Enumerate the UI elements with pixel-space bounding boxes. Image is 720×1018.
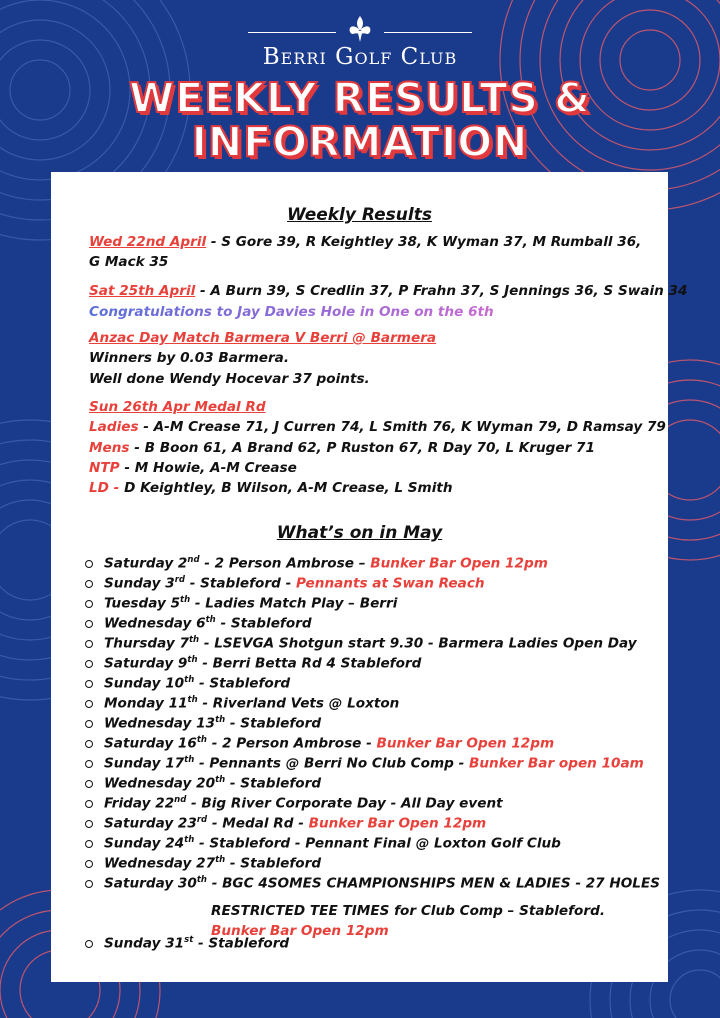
event-day-suffix: th: [196, 875, 207, 885]
bullet-icon: [85, 660, 93, 668]
event-description: - 2 Person Ambrose –: [199, 555, 371, 572]
event-day: Wednesday 6: [104, 615, 206, 632]
may-event: [104, 815, 486, 832]
event-day: Sunday 10: [104, 675, 185, 692]
event-day-suffix: th: [184, 835, 195, 845]
event-day: Monday 11: [104, 695, 188, 712]
weekly-results-heading: Weekly Results: [287, 205, 432, 225]
event-day: Saturday 2: [104, 555, 188, 572]
sun-heading: Sun 26th Apr Medal Rd: [89, 399, 266, 415]
may-event: [104, 715, 321, 732]
mens-scores: - B Boon 61, A Brand 62, P Ruston 67, R Day 70, L Kruger 71: [129, 440, 595, 456]
event-highlight: Bunker Bar Open 12pm: [308, 815, 487, 832]
may-event: [104, 595, 397, 612]
logo-divider-left: [248, 32, 336, 33]
wed-scores: - S Gore 39, R Keightley 38, K Wyman 37, M Rumball 36,: [206, 234, 642, 250]
bullet-icon: [85, 800, 93, 808]
event-highlight: Bunker Bar open 10am: [468, 755, 644, 772]
event-day: Sunday 24: [104, 835, 185, 852]
fleur-de-lis-icon: [344, 14, 376, 44]
content-card: [51, 172, 688, 982]
event-description: - Stableford: [225, 775, 322, 792]
event-day-suffix: rd: [174, 575, 185, 585]
event-day: Saturday 23: [104, 815, 197, 832]
title-line-2: INFORMATION: [191, 118, 529, 166]
event-day-suffix: th: [215, 855, 226, 865]
sat-scores: - A Burn 39, S Credlin 37, P Frahn 37, S Jennings 36, S Swain 34: [195, 283, 688, 299]
event-description: - Stableford: [194, 675, 291, 692]
sat-result: [89, 283, 687, 299]
event-day: Thursday 7: [104, 635, 189, 652]
ntp-names: - M Howie, A-M Crease: [119, 460, 297, 476]
event-description: - Pennants @ Berri No Club Comp -: [194, 755, 469, 772]
may-heading: What’s on in May: [276, 523, 443, 543]
bullet-icon: [85, 940, 93, 948]
bullet-icon: [85, 560, 93, 568]
event-day-suffix: th: [184, 755, 195, 765]
ladies-label: Ladies: [89, 419, 139, 435]
event-description: - Stableford: [215, 615, 312, 632]
event-description: - Stableford - Pennant Final @ Loxton Golf Club: [194, 835, 561, 852]
may-event: [104, 835, 561, 852]
event-day: Sunday 31: [104, 935, 185, 952]
event-description: - Stableford: [225, 715, 322, 732]
header: [0, 0, 720, 170]
ladies-scores: - A-M Crease 71, J Curren 74, L Smith 76, K Wyman 79, D Ramsay 79: [138, 419, 666, 435]
sat30-continued-2: Bunker Bar Open 12pm: [211, 923, 389, 939]
event-description: - BGC 4SOMES CHAMPIONSHIPS MEN & LADIES - 27 HOLES: [206, 875, 661, 892]
event-description: - Riverland Vets @ Loxton: [197, 695, 400, 712]
bullet-icon: [85, 880, 93, 888]
wed-result: [89, 234, 641, 250]
anzac-line-2: Well done Wendy Hocevar 37 points.: [89, 371, 370, 387]
bullet-icon: [85, 860, 93, 868]
event-day: Sunday 17: [104, 755, 185, 772]
event-day: Saturday 16: [104, 735, 197, 752]
may-event: [104, 695, 399, 712]
ntp-label: NTP: [89, 460, 120, 476]
bullet-icon: [85, 620, 93, 628]
event-day: Wednesday 13: [104, 715, 216, 732]
event-description: - LSEVGA Shotgun start 9.30 - Barmera Ladies Open Day: [199, 635, 637, 652]
may-event: [104, 795, 503, 812]
event-description: - Medal Rd -: [207, 815, 309, 832]
sat30-continued-1: RESTRICTED TEE TIMES for Club Comp – Stableford.: [211, 903, 605, 919]
title-line-1: WEEKLY RESULTS &: [129, 74, 591, 122]
may-event: [104, 675, 290, 692]
event-day-suffix: th: [187, 655, 198, 665]
may-event: [104, 755, 644, 772]
wed-date: Wed 22nd April: [89, 234, 207, 250]
event-day-suffix: th: [215, 715, 226, 725]
event-description: - Stableford: [193, 935, 290, 952]
wed-result-cont: G Mack 35: [89, 254, 169, 270]
mens-label: Mens: [89, 440, 130, 456]
event-day: Wednesday 27: [104, 855, 216, 872]
logo-divider-right: [384, 32, 472, 33]
ntp-result: [89, 460, 297, 476]
event-description: - Berri Betta Rd 4 Stableford: [197, 655, 422, 672]
bullet-icon: [85, 840, 93, 848]
bullet-icon: [85, 580, 93, 588]
may-event: [104, 855, 321, 872]
sat-date: Sat 25th April: [89, 283, 196, 299]
bullet-icon: [85, 700, 93, 708]
bullet-icon: [85, 680, 93, 688]
anzac-heading: Anzac Day Match Barmera V Berri @ Barmera: [89, 330, 437, 346]
event-day: Saturday 30: [104, 875, 197, 892]
may-event: [104, 655, 421, 672]
event-description: - Ladies Match Play – Berri: [190, 595, 398, 612]
club-name: Berri Golf Club: [262, 44, 458, 70]
bullet-icon: [85, 600, 93, 608]
event-day-suffix: rd: [196, 815, 208, 825]
event-highlight: Bunker Bar Open 12pm: [376, 735, 555, 752]
event-description: - Big River Corporate Day - All Day event: [186, 795, 503, 812]
may-event: [104, 615, 312, 632]
ladies-result: [89, 419, 666, 435]
event-day: Tuesday 5: [104, 595, 181, 612]
bullet-icon: [85, 740, 93, 748]
event-day-suffix: th: [187, 695, 198, 705]
bullet-icon: [85, 640, 93, 648]
event-day-suffix: th: [184, 675, 195, 685]
event-highlight: Bunker Bar Open 12pm: [370, 555, 548, 572]
event-day-suffix: th: [188, 635, 200, 645]
ld-label: LD -: [89, 480, 125, 496]
may-event: [104, 775, 321, 792]
event-day: Saturday 9: [104, 655, 188, 672]
event-day: Sunday 3: [104, 575, 175, 592]
event-day-suffix: nd: [174, 795, 187, 805]
event-description: - Stableford -: [184, 575, 296, 592]
event-description: - 2 Person Ambrose -: [206, 735, 377, 752]
event-day: Friday 22: [104, 795, 175, 812]
bullet-icon: [85, 720, 93, 728]
event-highlight: Pennants at Swan Reach: [295, 575, 485, 592]
hole-in-one-congrats: Congratulations to Jay Davies Hole in One on the 6th: [89, 304, 494, 320]
event-day-suffix: th: [196, 735, 207, 745]
event-day: Wednesday 20: [104, 775, 216, 792]
ld-result: [89, 480, 453, 496]
may-event: [104, 875, 660, 892]
bullet-icon: [85, 780, 93, 788]
mens-result: [89, 440, 595, 456]
event-day-suffix: th: [205, 615, 216, 625]
event-day-suffix: st: [184, 935, 194, 945]
may-event: [104, 735, 554, 752]
anzac-line-1: Winners by 0.03 Barmera.: [89, 350, 290, 366]
may-event: [104, 555, 548, 572]
may-event: [104, 635, 637, 652]
event-day-suffix: th: [215, 775, 226, 785]
bullet-icon: [85, 760, 93, 768]
event-day-suffix: th: [180, 595, 191, 605]
ld-names: D Keightley, B Wilson, A-M Crease, L Smith: [124, 480, 453, 496]
may-event: [104, 575, 485, 592]
event-day-suffix: nd: [187, 555, 200, 565]
bullet-icon: [85, 820, 93, 828]
event-description: - Stableford: [225, 855, 322, 872]
